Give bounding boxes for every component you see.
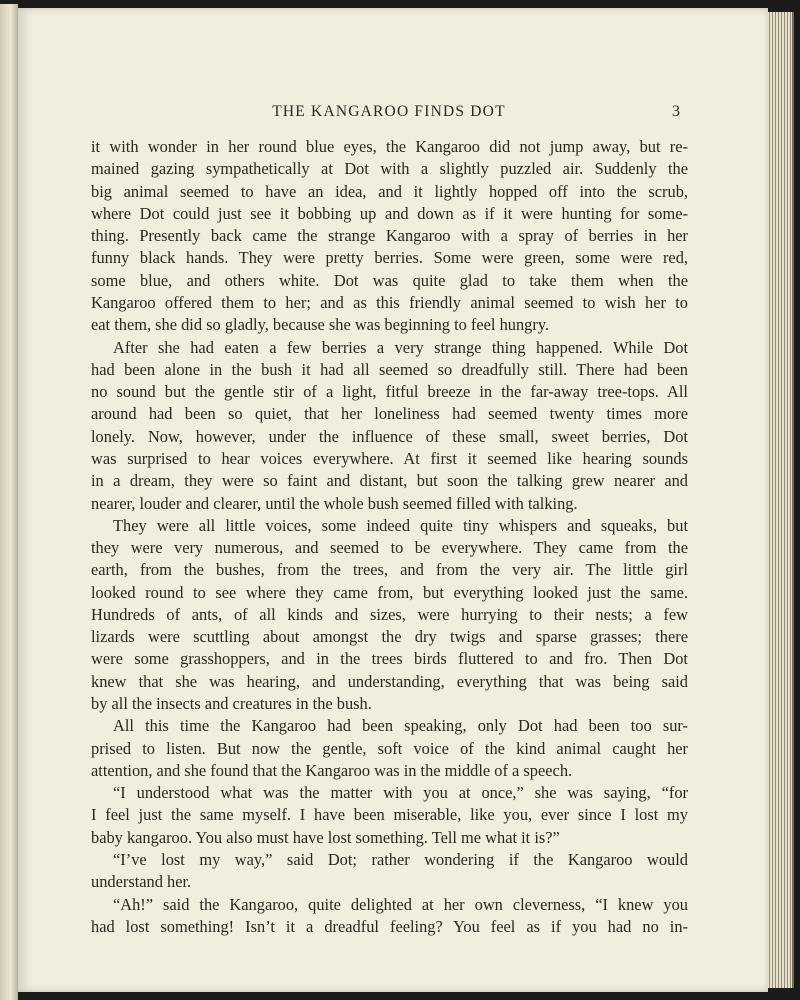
page-number: 3	[672, 103, 680, 120]
text-line: lonely. Now, however, under the influence of these small, sweet berries, Dot	[91, 426, 688, 446]
facing-page-edge	[0, 4, 18, 1000]
text-line: “I’ve lost my way,” said Dot; rather wondering if the Kangaroo would	[113, 850, 688, 869]
text-line: thing. Presently back came the strange Kangaroo with a spray of berries in her	[91, 226, 688, 246]
page-edge-stack	[764, 12, 794, 988]
text-line: “I understood what was the matter with you at once,” she was saying, “for	[113, 783, 688, 803]
text-line: eat them, she did so gladly, because she was beginning to feel hungry.	[91, 315, 550, 335]
text-line: were some grasshoppers, and in the trees birds fluttered to and fro. Then Dot	[91, 649, 688, 669]
text-line: All this time the Kangaroo had been speaking, only Dot had been too sur-	[113, 716, 688, 736]
text-line: had lost something! Isn’t it a dreadful feeling? You feel as if you had no in-	[91, 916, 688, 936]
running-head	[18, 103, 768, 125]
text-line: in a dream, they were so faint and distant, but soon the talking grew nearer and	[91, 471, 688, 491]
text-line: earth, from the bushes, from the trees, and from the very air. The little girl	[91, 560, 688, 580]
text-line: knew that she was hearing, and understanding, everything that was being said	[91, 671, 688, 691]
book-page	[18, 8, 768, 992]
body-text	[91, 136, 688, 938]
text-line: understand her.	[91, 872, 192, 892]
running-title: THE KANGAROO FINDS DOT	[272, 103, 506, 120]
text-line: funny black hands. They were pretty berries. Some were green, some were red,	[91, 248, 688, 268]
text-line: attention, and she found that the Kangaroo was in the middle of a speech.	[91, 760, 573, 780]
text-line: Hundreds of ants, of all kinds and sizes, were hurrying to their nests; a few	[91, 604, 688, 624]
text-line: around had been so quiet, that her loneliness had seemed twenty times more	[91, 404, 688, 424]
text-line: had been alone in the bush it had all seemed so dreadfully still. There had been	[91, 359, 688, 379]
text-line: no sound but the gentle stir of a light, fitful breeze in the far-away tree-tops. All	[91, 382, 688, 402]
text-line: lizards were scuttling about amongst the dry twigs and sparse grasses; there	[91, 627, 688, 647]
text-line: some blue, and others white. Dot was quite glad to take them when the	[91, 270, 688, 290]
text-line: looked round to see where they came from, but everything looked just the same.	[91, 582, 688, 602]
text-line: it with wonder in her round blue eyes, the Kangaroo did not jump away, but re-	[91, 137, 688, 156]
text-line: I feel just the same myself. I have been miserable, like you, ever since I lost my	[91, 805, 688, 825]
text-line: Kangaroo offered them to her; and as this friendly animal seemed to wish her to	[91, 292, 688, 312]
text-line: where Dot could just see it bobbing up and down as if it were hunting for some-	[91, 203, 688, 223]
text-line: “Ah!” said the Kangaroo, quite delighted at her own cleverness, “I knew you	[113, 894, 688, 914]
text-line: They were all little voices, some indeed quite tiny whispers and squeaks, but	[113, 515, 688, 535]
text-line: was surprised to hear voices everywhere. At first it seemed like hearing sounds	[91, 448, 688, 468]
text-line: After she had eaten a few berries a very strange thing happened. While Dot	[113, 337, 688, 357]
text-line: mained gazing sympathetically at Dot with a slightly puzzled air. Suddenly the	[91, 159, 688, 179]
text-line: by all the insects and creatures in the bush.	[91, 694, 372, 714]
text-line: big animal seemed to have an idea, and it lightly hopped off into the scrub,	[91, 181, 688, 201]
text-line: nearer, louder and clearer, until the whole bush seemed filled with talking.	[91, 493, 578, 513]
text-line: they were very numerous, and seemed to be everywhere. They came from the	[91, 538, 688, 558]
text-line: prised to listen. But now the gentle, soft voice of the kind animal caught her	[91, 738, 688, 758]
text-line: baby kangaroo. You also must have lost something. Tell me what it is?”	[91, 827, 560, 847]
